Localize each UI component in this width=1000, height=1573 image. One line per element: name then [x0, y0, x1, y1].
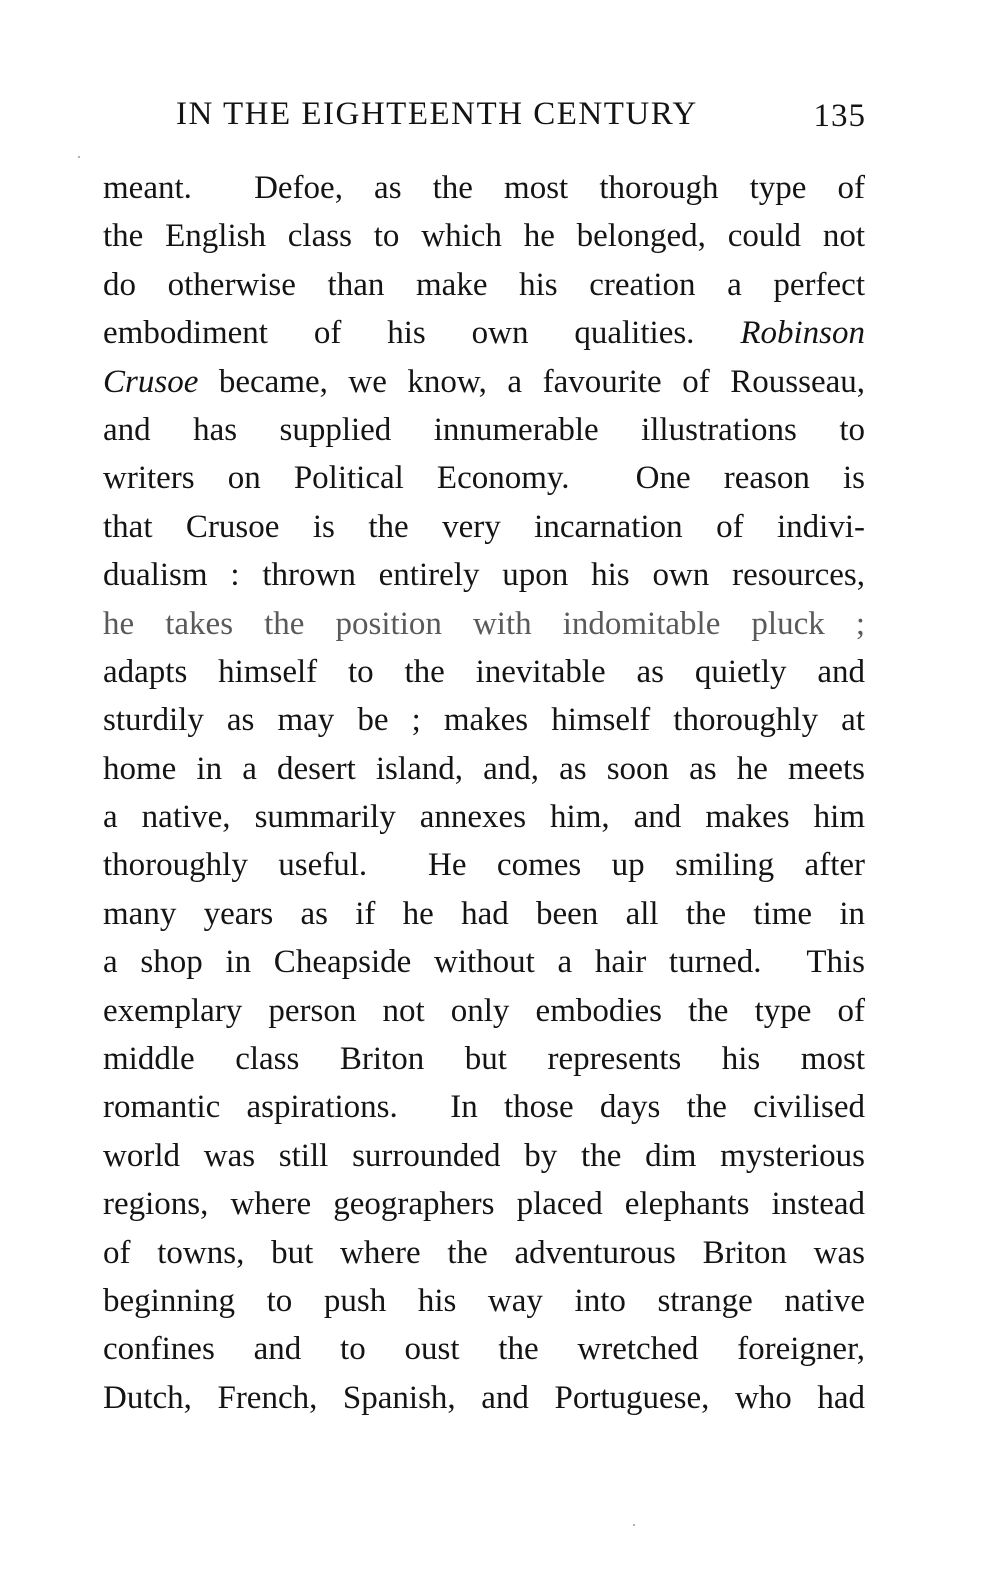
text-line: thoroughly useful. He comes up smiling after	[103, 847, 865, 884]
italic-title-robinson: Robinson	[740, 315, 866, 352]
text-line: exemplary person not only embodies the type of	[103, 992, 865, 1029]
scan-speck	[633, 1524, 635, 1526]
text-line: writers on Political Economy. One reason is	[103, 460, 865, 497]
text-line: home in a desert island, and, as soon as he meets	[103, 750, 865, 787]
page-number: 135	[813, 98, 866, 134]
text-line: embodiment of his own qualities. Robinson	[103, 315, 866, 352]
text-line: world was still surrounded by the dim mysterious	[103, 1137, 865, 1174]
text-line: a native, summarily annexes him, and makes him	[103, 799, 865, 836]
text-line: dualism : thrown entirely upon his own resources,	[103, 557, 865, 594]
text-line: that Crusoe is the very incarnation of indivi-	[103, 508, 865, 545]
text-line: adapts himself to the inevitable as quietly and	[103, 653, 865, 690]
text-line: sturdily as may be ; makes himself thoroughly at	[103, 702, 865, 739]
body-text	[103, 164, 865, 1422]
text-line: beginning to push his way into strange native	[103, 1282, 865, 1319]
text-line: romantic aspirations. In those days the civilised	[103, 1089, 865, 1126]
text-line: Crusoe became, we know, a favourite of Rousseau,	[103, 363, 865, 400]
text-line: a shop in Cheapside without a hair turned. This	[103, 944, 865, 981]
text-line: do otherwise than make his creation a perfect	[103, 266, 865, 303]
text-line: many years as if he had been all the time in	[103, 895, 865, 932]
italic-title-crusoe: Crusoe	[103, 363, 199, 400]
text-line: confines and to oust the wretched foreigner,	[103, 1331, 865, 1368]
running-head-title: IN THE EIGHTEENTH CENTURY	[176, 96, 698, 132]
text-line: meant. Defoe, as the most thorough type of	[103, 170, 865, 206]
scan-speck	[78, 156, 80, 158]
text-line: he takes the position with indomitable pluck ;	[103, 605, 865, 642]
text-line: regions, where geographers placed elephants instead	[103, 1186, 865, 1223]
running-head	[176, 96, 866, 140]
text-line: the English class to which he belonged, could not	[103, 218, 865, 255]
text-line: and has supplied innumerable illustrations to	[103, 411, 865, 448]
text-line: middle class Briton but represents his most	[103, 1041, 865, 1078]
text-line: Dutch, French, Spanish, and Portuguese, who had	[103, 1379, 865, 1416]
text-line: of towns, but where the adventurous Briton was	[103, 1234, 865, 1271]
